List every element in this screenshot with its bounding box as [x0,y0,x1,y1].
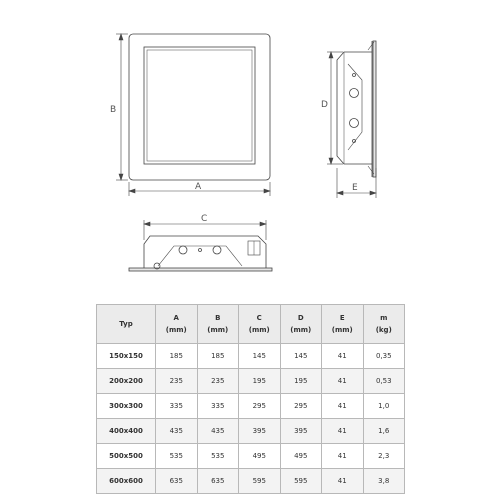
cell-c: 595 [239,469,281,494]
cell-typ: 400x400 [97,419,156,444]
side-view [327,41,376,198]
cell-d: 145 [280,344,322,369]
dimension-b [116,34,128,180]
cell-b: 535 [197,444,239,469]
cell-typ: 500x500 [97,444,156,469]
cell-d: 395 [280,419,322,444]
cell-m: 0,53 [363,369,405,394]
cell-m: 0,35 [363,344,405,369]
cell-e: 41 [322,344,364,369]
cell-typ: 300x300 [97,394,156,419]
cell-c: 195 [239,369,281,394]
top-bracket [158,246,242,266]
cell-c: 495 [239,444,281,469]
cell-a: 235 [156,369,198,394]
table-header-row [97,305,405,344]
side-hole-top [350,89,359,98]
cell-e: 41 [322,394,364,419]
cell-c: 395 [239,419,281,444]
header-b: B (mm) [197,305,239,344]
table-row [97,344,405,369]
cell-d: 595 [280,469,322,494]
cell-e: 41 [322,444,364,469]
cell-b: 235 [197,369,239,394]
header-e: E (mm) [322,305,364,344]
cell-d: 295 [280,394,322,419]
label-c: C [201,214,208,224]
side-hole-bottom [350,119,359,128]
cell-b: 635 [197,469,239,494]
table-row [97,369,405,394]
label-e: E [352,183,358,193]
header-c: C (mm) [239,305,281,344]
top-flange [129,268,272,271]
table-row [97,394,405,419]
cell-b: 435 [197,419,239,444]
cell-b: 335 [197,394,239,419]
cell-m: 1,0 [363,394,405,419]
cell-m: 1,6 [363,419,405,444]
inner-panel-edge [147,50,252,161]
cell-e: 41 [322,419,364,444]
side-box [337,52,372,164]
cell-c: 295 [239,394,281,419]
header-typ: Typ [97,305,156,344]
table-row [97,469,405,494]
cell-d: 195 [280,369,322,394]
top-box [144,236,266,268]
cell-a: 435 [156,419,198,444]
outer-frame [129,34,270,180]
header-m: m (kg) [363,305,405,344]
cell-typ: 600x600 [97,469,156,494]
cell-a: 535 [156,444,198,469]
table-row [97,419,405,444]
inner-panel [144,47,255,164]
cell-typ: 150x150 [97,344,156,369]
header-a: A (mm) [156,305,198,344]
top-hole-left [179,246,187,254]
top-hole-right [213,246,221,254]
cell-e: 41 [322,469,364,494]
dimension-d [327,52,343,164]
cell-a: 635 [156,469,198,494]
cell-c: 145 [239,344,281,369]
cell-typ: 200x200 [97,369,156,394]
front-view [116,34,270,196]
cell-d: 495 [280,444,322,469]
table-row [97,444,405,469]
label-b: B [110,105,117,115]
label-a: A [195,182,202,192]
side-bracket [348,64,362,150]
cell-m: 3,8 [363,469,405,494]
cell-b: 185 [197,344,239,369]
specification-table [96,304,405,494]
label-d: D [321,100,328,110]
cell-m: 2,3 [363,444,405,469]
header-d: D (mm) [280,305,322,344]
side-flange [373,41,376,177]
cell-a: 335 [156,394,198,419]
cell-a: 185 [156,344,198,369]
top-view [129,220,272,271]
cell-e: 41 [322,369,364,394]
